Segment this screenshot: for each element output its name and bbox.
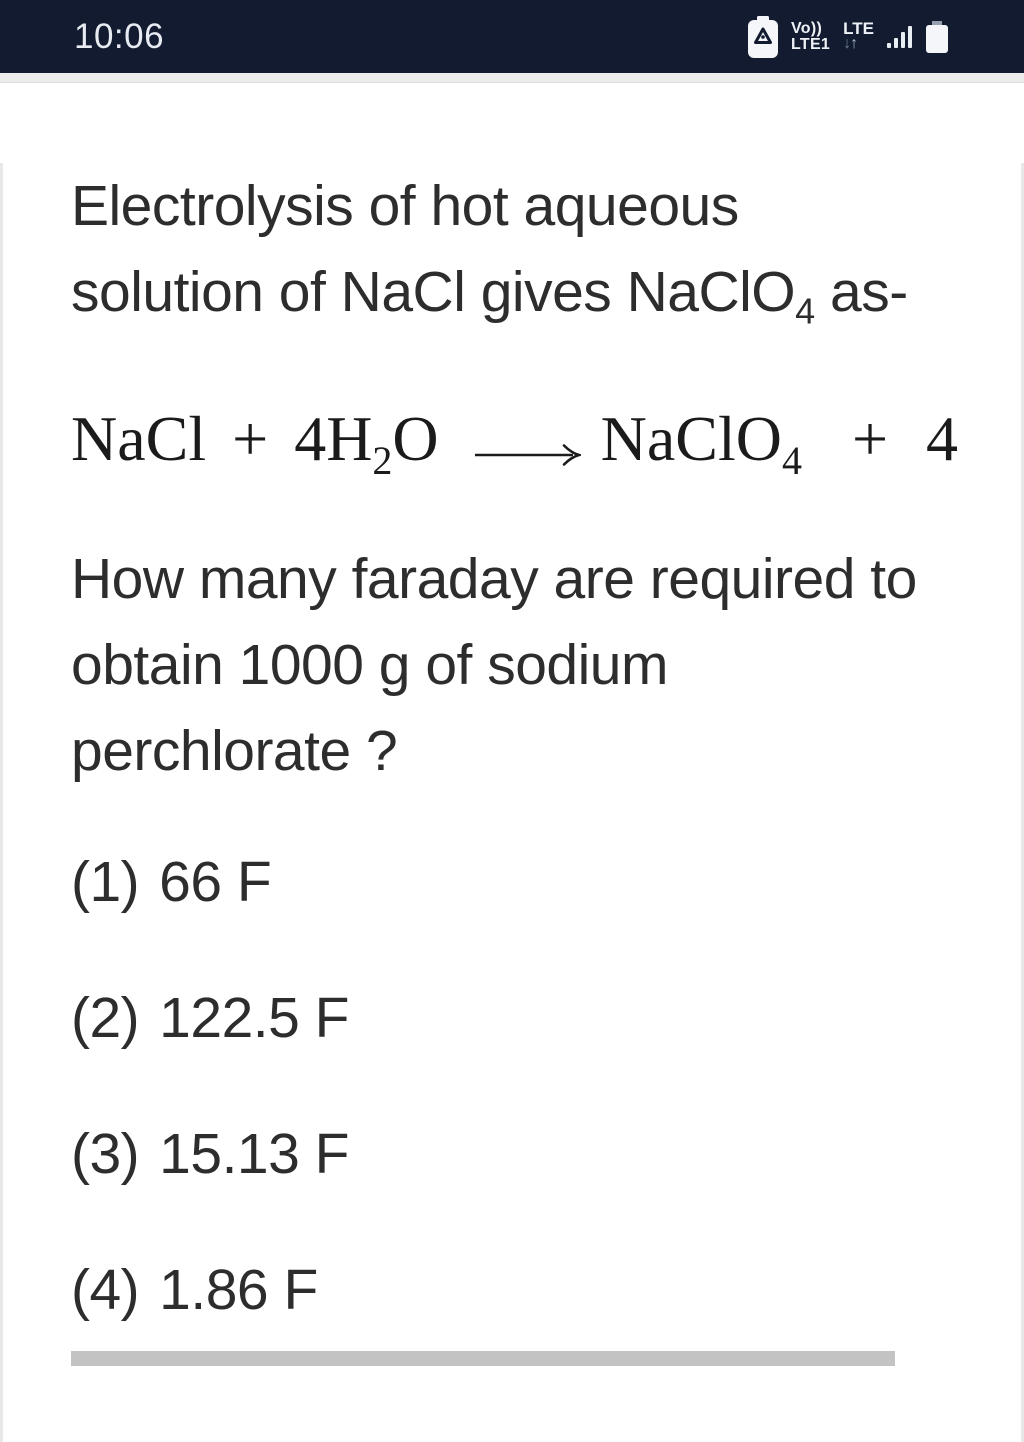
option-4-value: 1.86 F [159,1258,318,1323]
equation-reactant-nacl: NaCl [71,403,207,475]
option-3-value: 15.13 F [159,1122,349,1187]
option-3-number: (3) [71,1122,140,1187]
status-bar [0,0,1024,73]
question-intro [71,163,981,354]
status-icons [748,16,948,58]
equation-plus-sign: + [232,403,269,475]
intro-line-2-tail: as- [814,260,908,324]
option-2-value: 122.5 F [159,986,349,1051]
volte-line2: LTE1 [791,35,831,53]
option-1-number: (1) [71,850,140,915]
intro-subscript: 4 [795,290,815,332]
volte-indicator [791,21,830,53]
equation-plus-sign-2: + [851,403,889,475]
question-line-1: How many faraday are required to [71,547,917,612]
question-line-2: obtain 1000 g of sodium [71,633,668,698]
data-transfer-arrows-icon [843,36,857,52]
battery-saver-icon [748,16,778,58]
statusbar-divider [0,73,1024,83]
intro-line-2: solution of NaCl gives NaClO [71,260,796,324]
signal-strength-icon [887,25,913,49]
lte-label: LTE [843,19,874,38]
status-time: 10:06 [74,16,165,56]
option-2-number: (2) [71,986,140,1051]
option-1[interactable] [71,839,1021,925]
equation-trailing-coefficient: 4 [926,403,959,475]
option-2[interactable] [71,975,1021,1061]
options-list [71,839,1021,1333]
option-4-number: (4) [71,1258,140,1323]
question-text [71,536,981,794]
download-arrow-icon: ↓ [843,35,851,52]
battery-icon [926,21,948,53]
option-1-value: 66 F [159,850,272,915]
question-line-3: perchlorate ? [71,719,398,784]
option-3[interactable] [71,1111,1021,1197]
reaction-arrow-icon [473,410,581,484]
chemical-equation [71,402,1021,484]
lte-indicator [843,21,874,52]
volte-line1: Vo)) [791,19,823,37]
intro-line-1: Electrolysis of hot aqueous [71,174,739,238]
scroll-indicator-bar [71,1351,895,1366]
upload-arrow-icon: ↑ [850,35,858,52]
question-page [0,163,1024,1442]
equation-product-naclo4: NaClO$_4$ [600,403,802,484]
equation-reactant-water: $4H_2O$ [294,403,439,484]
option-4[interactable] [71,1247,1021,1333]
